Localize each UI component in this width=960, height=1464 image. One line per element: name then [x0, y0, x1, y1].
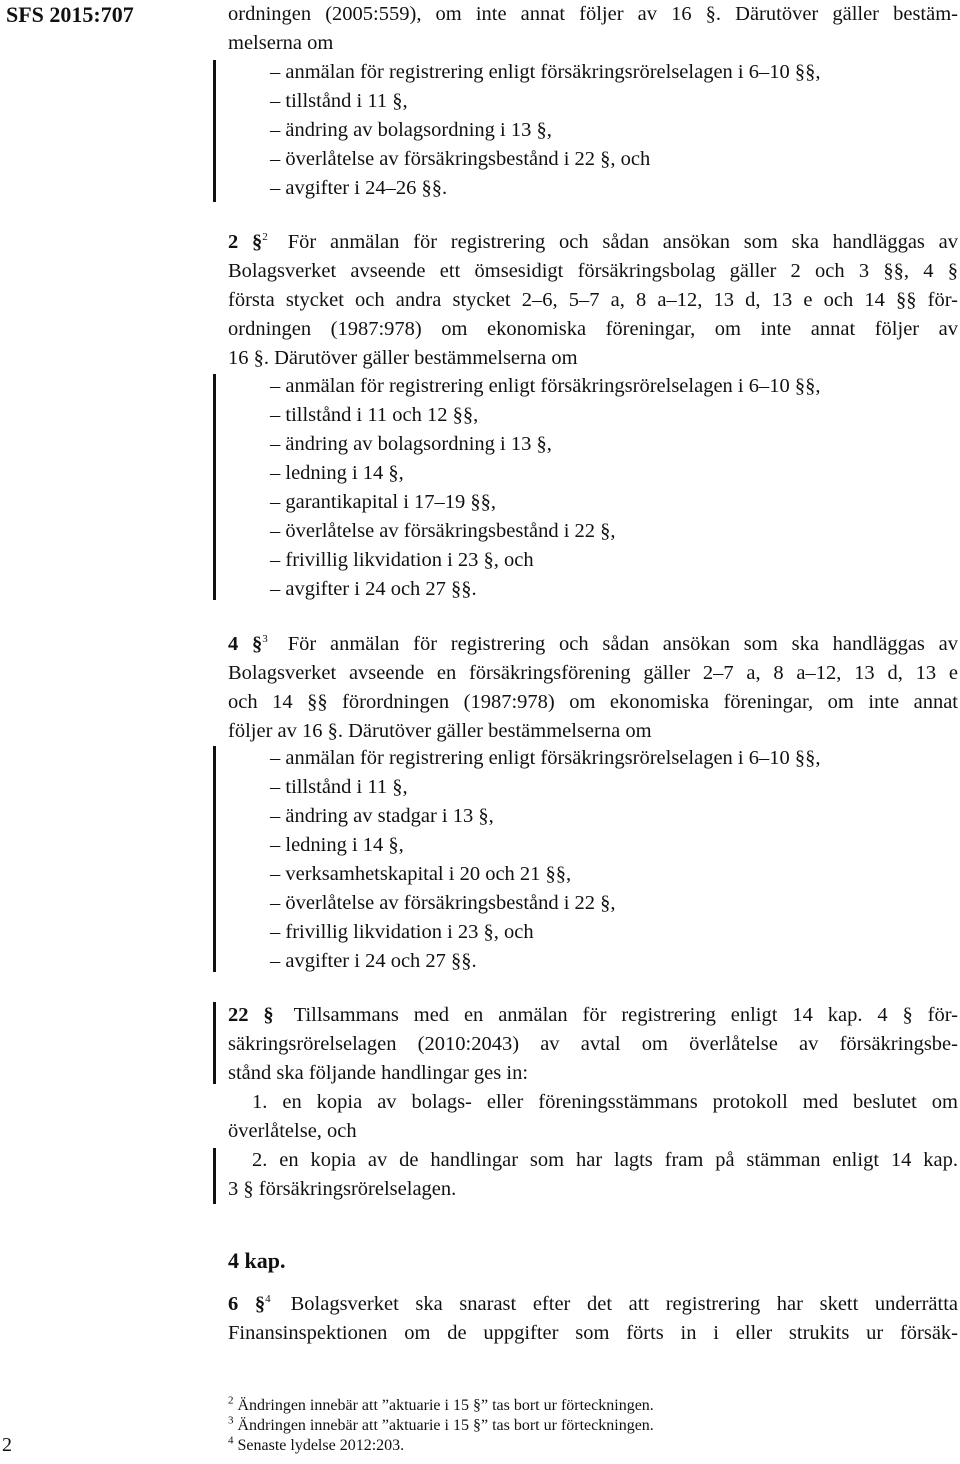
footnote-ref: 2: [262, 231, 268, 244]
text-line: säkringsrörelselagen (2010:2043) av avtal om överlåtelse av försäkringsbe-: [228, 1033, 958, 1055]
text-line: 1. en kopia av bolags- eller föreningsstämmans protokoll med beslutet om: [252, 1091, 958, 1113]
section-2-first-line: [228, 228, 958, 257]
change-bar: [213, 1148, 216, 1204]
text-line: ordningen (1987:978) om ekonomiska föreningar, om inte annat följer av: [228, 318, 958, 340]
section-text: För anmälan för registrering och sådan ansökan som ska handläggas av: [287, 633, 958, 655]
change-bar: [213, 746, 216, 972]
list-item: – ändring av stadgar i 13 §,: [270, 805, 494, 827]
text-line: melserna om: [228, 32, 334, 54]
list-item: – ledning i 14 §,: [270, 834, 404, 856]
text-line: 16 §. Därutöver gäller bestämmelserna om: [228, 347, 578, 369]
text-line: Finansinspektionen om de uppgifter som förts in i eller strukits ur försäk-: [228, 1322, 958, 1344]
list-item: – avgifter i 24–26 §§.: [270, 177, 448, 199]
list-item: – anmälan för registrering enligt försäkringsrörelselagen i 6–10 §§,: [270, 61, 821, 83]
change-bar: [213, 374, 216, 600]
list-item: – tillstånd i 11 och 12 §§,: [270, 404, 479, 426]
section-6-first-line: [228, 1290, 958, 1319]
text-line: stånd ska följande handlingar ges in:: [228, 1062, 529, 1084]
text-line: första stycket och andra stycket 2–6, 5–7 a, 8 a–12, 13 d, 13 e och 14 §§ för-: [228, 289, 958, 311]
list-item: – garantikapital i 17–19 §§,: [270, 491, 497, 513]
footnote: [228, 1416, 958, 1436]
footnote-number: 3: [228, 1414, 234, 1427]
text-line: ordningen (2005:559), om inte annat följer av 16 §. Därutöver gäller bestäm-: [228, 3, 958, 25]
section-22-first-line: [228, 1001, 958, 1030]
text-line: följer av 16 §. Därutöver gäller bestämmelserna om: [228, 720, 652, 742]
page-number: 2: [2, 1434, 12, 1456]
list-item: – avgifter i 24 och 27 §§.: [270, 578, 477, 600]
list-item: – anmälan för registrering enligt försäkringsrörelselagen i 6–10 §§,: [270, 375, 821, 397]
chapter-heading: 4 kap.: [228, 1248, 286, 1273]
list-item: – överlåtelse av försäkringsbestånd i 22 §,: [270, 892, 616, 914]
section-text: Bolagsverket ska snarast efter det att registrering har skett underrätta: [290, 1293, 958, 1315]
section-text: Tillsammans med en anmälan för registrering enligt 14 kap. 4 § för-: [293, 1004, 958, 1026]
text-line: 3 § försäkringsrörelselagen.: [228, 1178, 457, 1200]
footnote: [228, 1436, 958, 1456]
section-4-first-line: [228, 630, 958, 659]
list-item: – ändring av bolagsordning i 13 §,: [270, 119, 552, 141]
text-line: Bolagsverket avseende ett ömsesidigt försäkringsbolag gäller 2 och 3 §§, 4 §: [228, 260, 958, 282]
list-item: – anmälan för registrering enligt försäkringsrörelselagen i 6–10 §§,: [270, 747, 821, 769]
section-number: 22 §: [228, 1004, 274, 1026]
list-item: – tillstånd i 11 §,: [270, 90, 408, 112]
list-item: – ändring av bolagsordning i 13 §,: [270, 433, 552, 455]
list-item: – frivillig likvidation i 23 §, och: [270, 549, 534, 571]
footnote-text: Ändringen innebär att ”aktuarie i 15 §” tas bort ur förteckningen.: [237, 1397, 654, 1414]
sfs-number: SFS 2015:707: [6, 2, 134, 27]
section-number: 4 §: [228, 633, 263, 655]
footnote-text: Ändringen innebär att ”aktuarie i 15 §” tas bort ur förteckningen.: [237, 1417, 654, 1434]
list-item: – överlåtelse av försäkringsbestånd i 22 §,: [270, 520, 616, 542]
change-bar: [213, 1002, 216, 1084]
list-item: – överlåtelse av försäkringsbestånd i 22 §, och: [270, 148, 651, 170]
footnote-number: 4: [228, 1434, 234, 1447]
text-line: 2. en kopia av de handlingar som har lagts fram på stämman enligt 14 kap.: [252, 1149, 958, 1171]
footnote-text: Senaste lydelse 2012:203.: [237, 1437, 405, 1454]
footnote-ref: 3: [262, 633, 268, 646]
footnote-number: 2: [228, 1394, 234, 1407]
text-line: och 14 §§ förordningen (1987:978) om ekonomiska föreningar, om inte annat: [228, 691, 958, 713]
text-line: Bolagsverket avseende en försäkringsförening gäller 2–7 a, 8 a–12, 13 d, 13 e: [228, 662, 958, 684]
change-bar: [213, 60, 216, 202]
section-text: För anmälan för registrering och sådan ansökan som ska handläggas av: [287, 231, 958, 253]
list-item: – tillstånd i 11 §,: [270, 776, 408, 798]
footnote: [228, 1396, 958, 1416]
section-number: 6 §: [228, 1293, 266, 1315]
section-number: 2 §: [228, 231, 263, 253]
text-line: överlåtelse, och: [228, 1120, 357, 1142]
list-item: – verksamhetskapital i 20 och 21 §§,: [270, 863, 572, 885]
list-item: – frivillig likvidation i 23 §, och: [270, 921, 534, 943]
list-item: – ledning i 14 §,: [270, 462, 404, 484]
footnote-ref: 4: [265, 1293, 271, 1306]
list-item: – avgifter i 24 och 27 §§.: [270, 950, 477, 972]
